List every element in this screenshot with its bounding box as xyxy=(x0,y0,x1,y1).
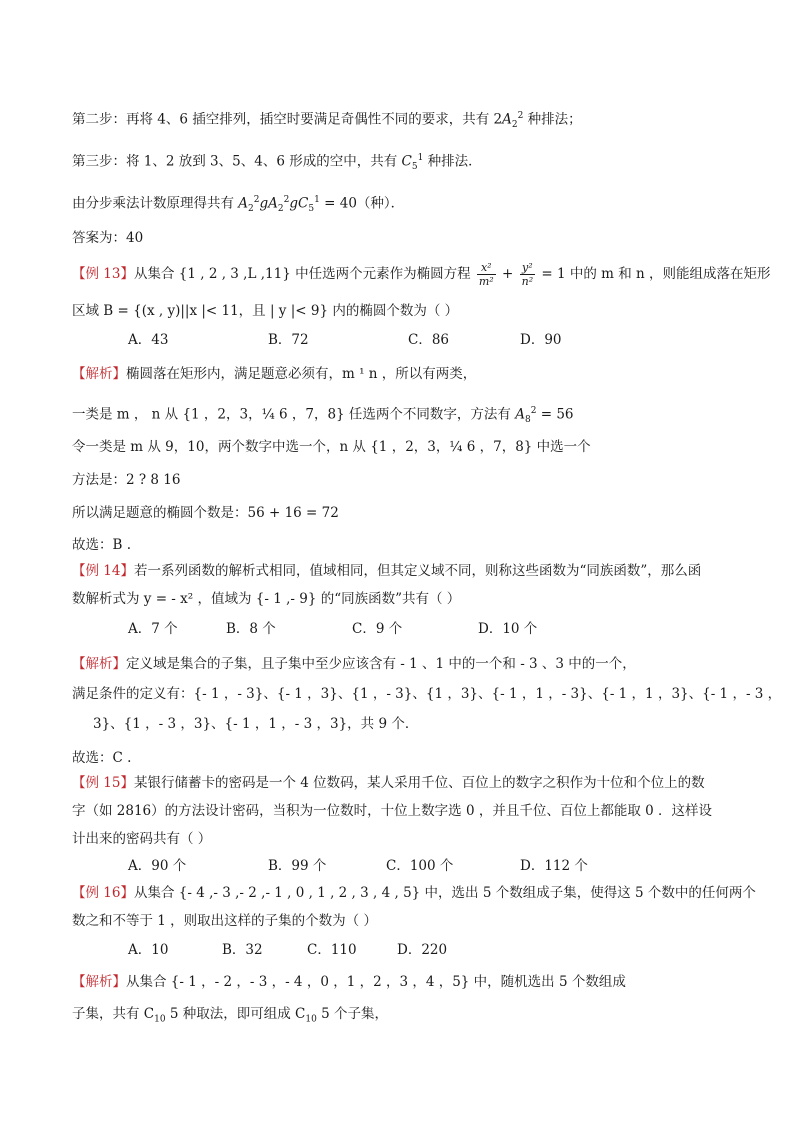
ex14-line2: 数解析式为 y = - x² ，值域为 {- 1 ,- 9} 的“同族函数”共有（ ） xyxy=(72,591,461,607)
sol16-text2b: 5 种取法，即可组成 C xyxy=(165,1006,306,1022)
ex15-text1: 某银行储蓄卡的密码是一个 4 位数码，某人采用千位、百位上的数字之积作为十位和个位上的数 xyxy=(133,775,705,791)
sol16-line1 xyxy=(72,972,626,992)
ex16-option-a: A．10 xyxy=(128,942,169,958)
step2-tail: 种排法； xyxy=(523,111,582,128)
ex13-option-c: C．86 xyxy=(408,332,450,348)
step3-line xyxy=(72,148,482,177)
sol14-line1 xyxy=(72,654,636,674)
expr-c: gC xyxy=(289,195,309,212)
comb-sub: 5 xyxy=(411,162,418,173)
multiply-tail: = 40（种）． xyxy=(319,195,405,212)
comb-sub-10b: 10 xyxy=(305,1014,317,1025)
ex15-option-b: B．99 个 xyxy=(268,858,327,874)
ex16-option-b: B．32 xyxy=(222,942,263,958)
ex14-option-a: A．7 个 xyxy=(128,621,178,637)
sol16-text2c: 5 个子集， xyxy=(316,1006,388,1022)
step3-tail: 种排法． xyxy=(423,153,482,170)
plus-sign: + xyxy=(497,266,518,282)
frac-y-num: y² xyxy=(520,261,536,275)
expr-sub1: 2 xyxy=(248,204,254,215)
perm-symbol: A xyxy=(502,111,512,128)
perm-sup: 2 xyxy=(517,111,524,121)
ex13-line1 xyxy=(72,260,771,288)
expr-sub3: 5 xyxy=(308,204,315,215)
ex14-option-c: C．9 个 xyxy=(352,621,403,637)
perm-symbol-2: A xyxy=(515,406,525,423)
sol16-text2a: 子集，共有 C xyxy=(72,1006,155,1022)
sol14-text1: 定义域是集合的子集，且子集中至少应该含有 - 1 、1 中的一个和 - 3 、3 中的一个， xyxy=(126,656,636,672)
sol13-line6: 故选：B . xyxy=(72,537,132,553)
frac-y-den: n² xyxy=(521,275,534,288)
expr-sup2: 2 xyxy=(283,195,290,205)
multiply-line xyxy=(72,190,404,219)
sol16-tag: 【解析】 xyxy=(72,974,126,990)
fraction-x xyxy=(477,261,496,288)
sol13-line1 xyxy=(72,364,476,384)
frac-x-num: x² xyxy=(477,261,496,275)
ex13-option-a: A．43 xyxy=(128,332,169,348)
ex16-tag: 【例 16】 xyxy=(72,885,134,901)
expr-a2: gA xyxy=(259,195,278,212)
answer-line: 答案为：40 xyxy=(72,230,144,246)
perm-sub: 2 xyxy=(511,120,518,131)
sol14-line3: 3}、{1 ，- 3 ，3}、{- 1 ，1 ，- 3 ，3}，共 9 个． xyxy=(93,716,419,732)
ex13-text1: 从集合 {1 , 2 , 3 ,L ,11} 中任选两个元素作为椭圆方程 xyxy=(133,266,475,282)
sol13-line4: 方法是：2 ? 8 16 xyxy=(72,472,181,488)
step2-text: 第二步：再将 4、6 插空排列，插空时要满足奇偶性不同的要求，共有 2 xyxy=(72,111,503,128)
sol16-line2 xyxy=(72,1004,388,1030)
fraction-y xyxy=(520,261,536,288)
comb-symbol: C xyxy=(401,153,412,170)
perm-sup-2: 2 xyxy=(530,406,537,416)
ex16-line1 xyxy=(72,883,756,903)
perm-sub-2: 8 xyxy=(524,415,531,426)
ex15-tag: 【例 15】 xyxy=(72,775,134,791)
sol13-tag: 【解析】 xyxy=(72,366,126,382)
expr-a1: A xyxy=(238,195,249,212)
ex15-option-d: D．112 个 xyxy=(520,858,588,874)
sol13-line5: 所以满足题意的椭圆个数是：56 + 16 = 72 xyxy=(72,505,339,521)
comb-sub-10a: 10 xyxy=(154,1014,166,1025)
ex13-tag: 【例 13】 xyxy=(72,266,134,282)
ex14-tag: 【例 14】 xyxy=(72,563,134,579)
ex14-option-b: B．8 个 xyxy=(226,621,276,637)
sol13-line2 xyxy=(72,401,574,430)
ex16-line2: 数之和不等于 1 ，则取出这样的子集的个数为（ ） xyxy=(72,913,377,929)
ex14-line1 xyxy=(72,561,701,581)
sol13-result: = 56 xyxy=(536,406,574,423)
ex13-option-d: D．90 xyxy=(520,332,562,348)
step3-text: 第三步：将 1、2 放到 3、5、4、6 形成的空中，共有 xyxy=(72,153,402,170)
ex13-option-b: B．72 xyxy=(268,332,309,348)
comb-sup: 1 xyxy=(417,153,424,163)
ex16-option-d: D．220 xyxy=(397,942,448,958)
expr-sup3: 1 xyxy=(314,195,320,205)
ex13-line2: 区域 B = {(x , y)||x |< 11，且 | y |< 9} 内的椭圆个数为（ ） xyxy=(72,303,459,319)
expr-sup1: 2 xyxy=(253,195,260,205)
ex15-option-a: A．90 个 xyxy=(128,858,187,874)
sol14-line2: 满足条件的定义有：{- 1 ，- 3}、{- 1 ，3}、{1 ，- 3}、{1 ，3}、{- 1 ，1 ，- 3}、{- 1 ，1 ，3}、{- 1 ，- 3 ， xyxy=(72,686,782,702)
multiply-text: 由分步乘法计数原理得共有 xyxy=(72,195,239,212)
sol13-text2: 一类是 m ， n 从 {1 ，2，3，¼ 6 ，7，8} 任选两个不同数字，方法有 xyxy=(72,406,516,423)
ex15-line1 xyxy=(72,773,705,793)
ex15-line3: 计出来的密码共有（ ） xyxy=(72,831,212,847)
sol13-line3: 令一类是 m 从 9，10，两个数字中选一个，n 从 {1 ，2，3，¼ 6 ，7，8} 中选一个 xyxy=(72,439,591,455)
sol16-text1: 从集合 {- 1 ，- 2 ，- 3 ，- 4 ，0 ，1 ，2 ，3 ，4 ，5} 中，随机选出 5 个数组成 xyxy=(126,974,626,990)
ex15-line2: 字（如 2816）的方法设计密码，当积为一位数时，十位上数字选 0 ，并且千位、百位上都能取 0 ．这样设 xyxy=(72,803,712,819)
ex15-option-c: C．100 个 xyxy=(386,858,454,874)
ex14-text1: 若一系列函数的解析式相同，值域相同，但其定义域不同，则称这些函数为“同族函数”，那么函 xyxy=(133,563,702,579)
ex14-option-d: D．10 个 xyxy=(478,621,538,637)
sol14-line4: 故选：C . xyxy=(72,750,132,766)
frac-x-den: m² xyxy=(478,275,494,288)
step2-line xyxy=(72,106,582,135)
sol14-tag: 【解析】 xyxy=(72,656,126,672)
ex16-option-c: C．110 xyxy=(307,942,357,958)
ex13-text2: = 1 中的 m 和 n ，则能组成落在矩形 xyxy=(537,266,771,282)
expr-sub2: 2 xyxy=(277,204,284,215)
ex16-text1: 从集合 {- 4 ,- 3 ,- 2 ,- 1 , 0 , 1 , 2 , 3 , 4 , 5} 中，选出 5 个数组成子集，使得这 5 个数中的任何两个 xyxy=(133,885,756,901)
sol13-text1: 椭圆落在矩形内，满足题意必须有，m ¹ n ，所以有两类， xyxy=(126,366,477,382)
